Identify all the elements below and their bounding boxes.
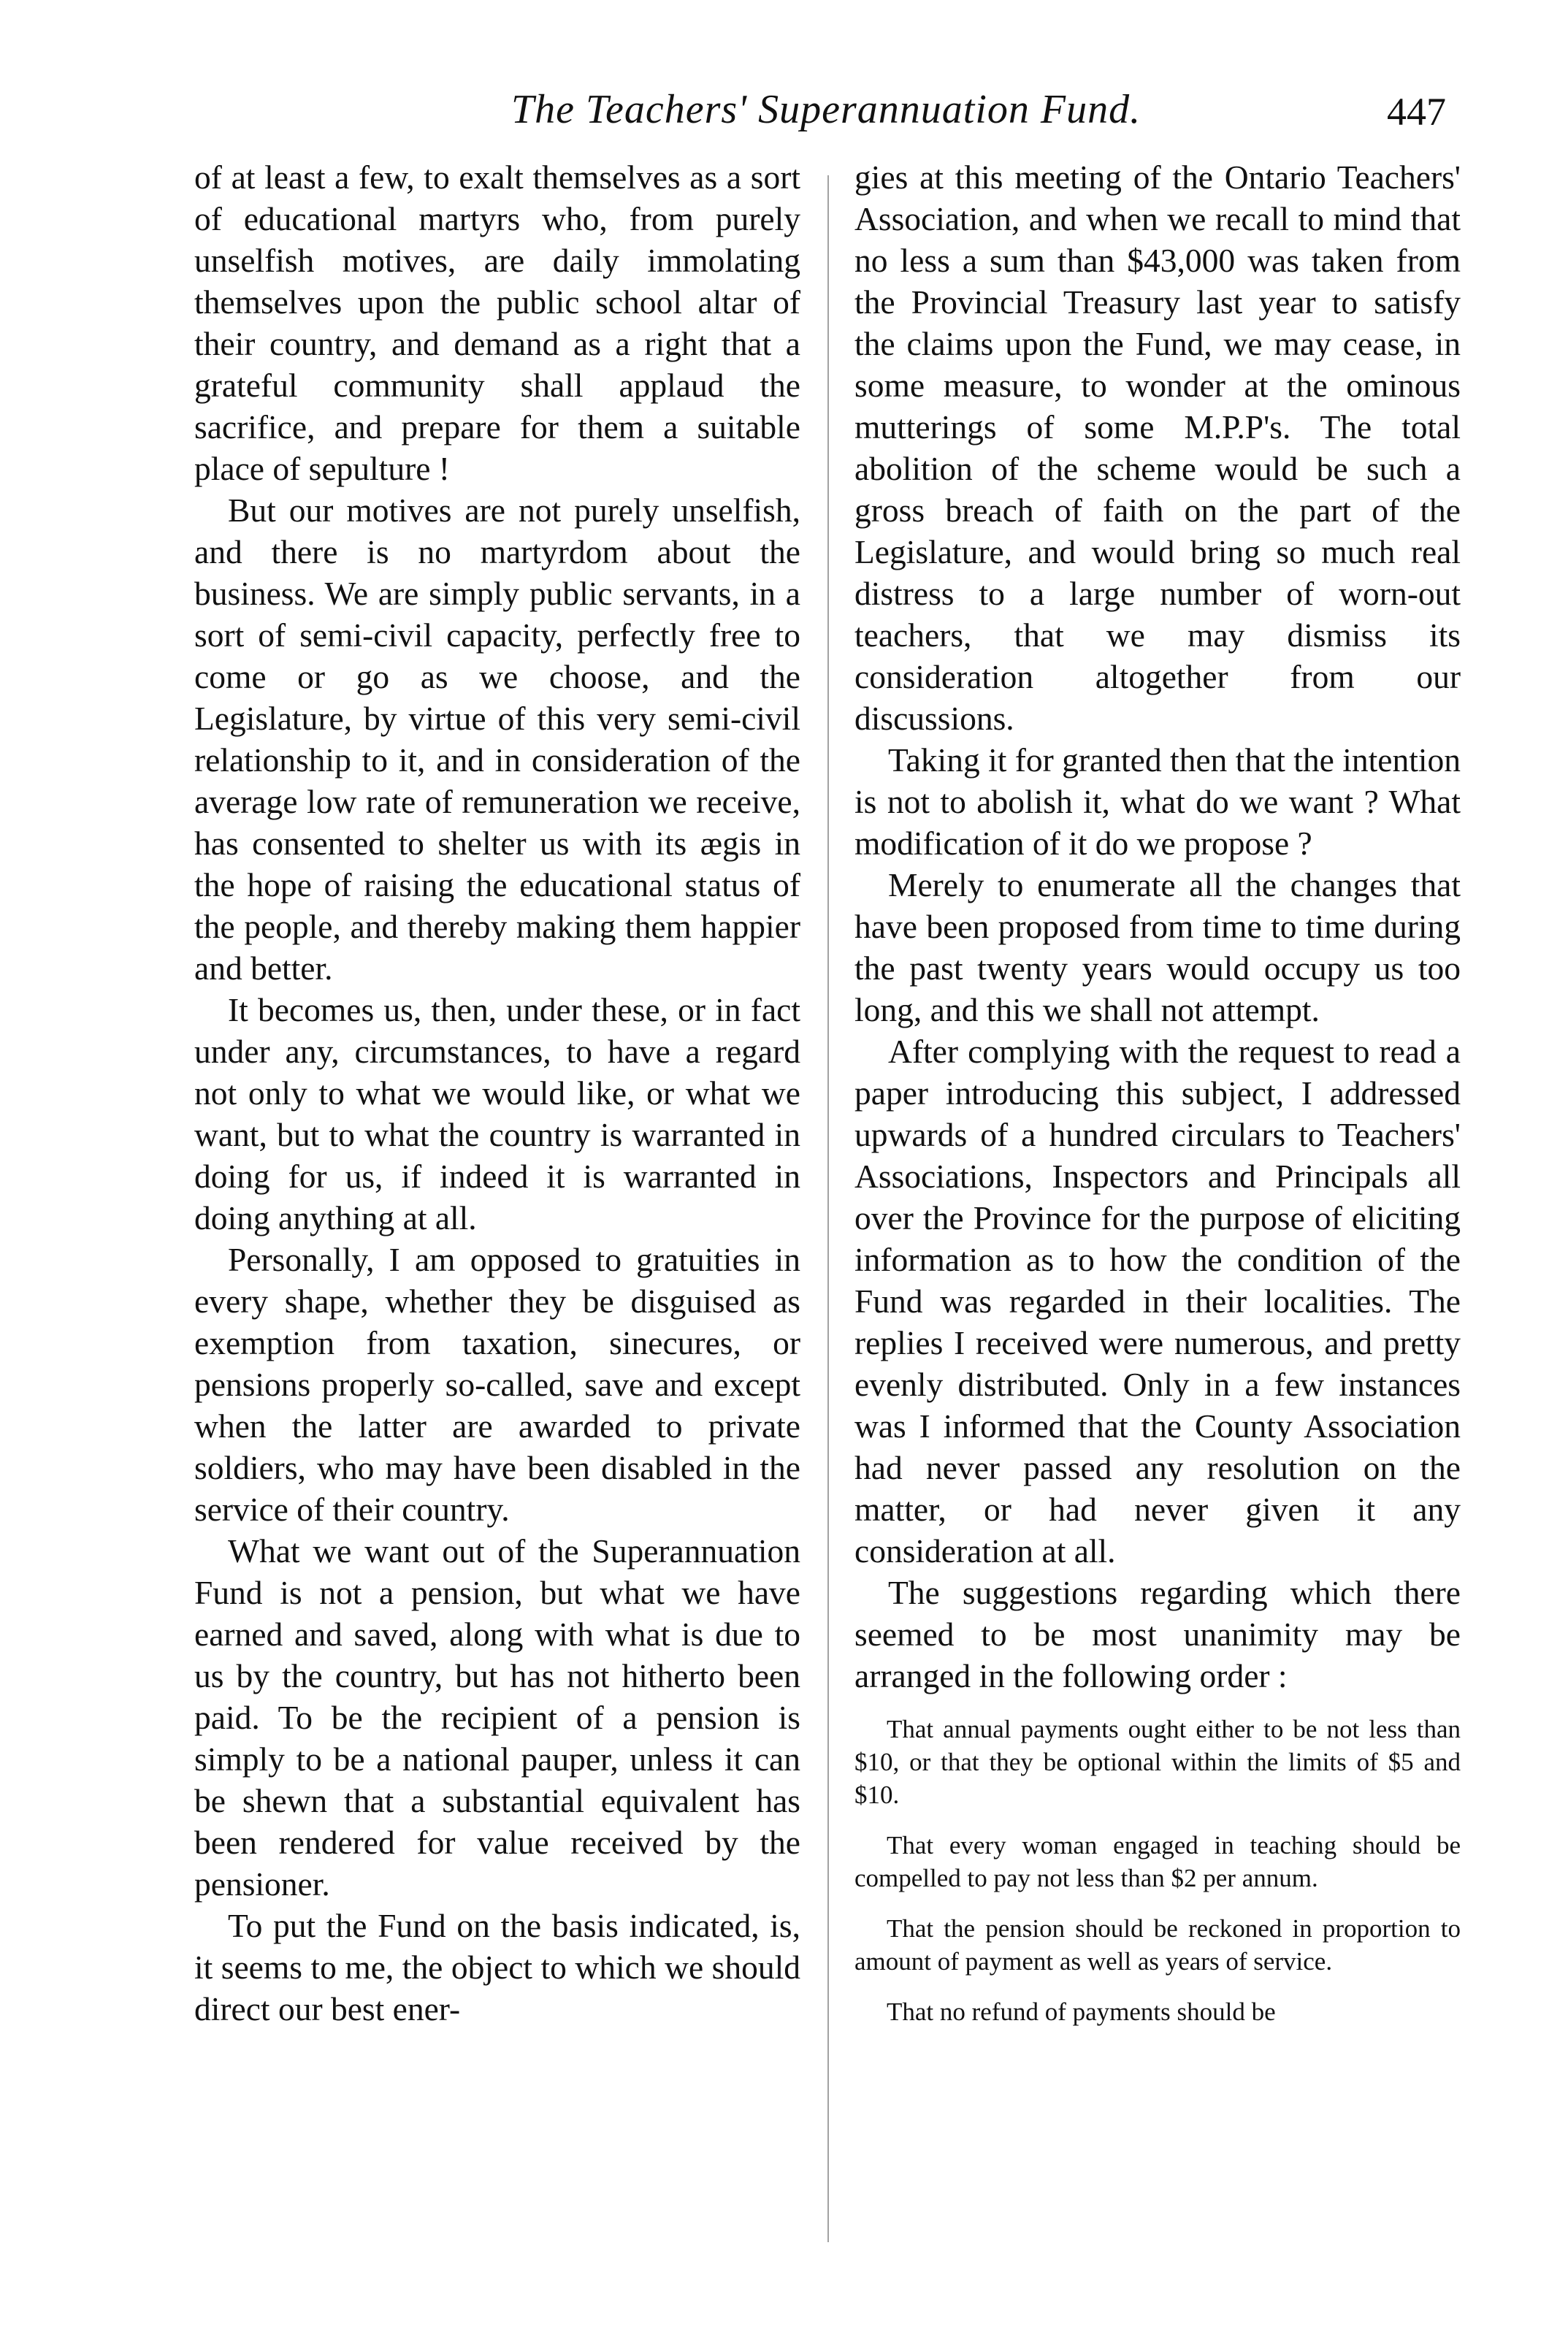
right-column — [854, 156, 1461, 2046]
paragraph: But our motives are not purely unselfish, and there is no martyrdom about the business. We are simply public servants, in a sort of semi-civil capacity, perfectly free to come or go as we choose, and the Legislature, by virtue of this very semi-civil relationship to it, and in consideration of the average low rate of remuneration we receive, has consented to shelter us with its ægis in the hope of raising the educational status of the people, and thereby making them happier and better. — [194, 492, 800, 987]
paragraph: It becomes us, then, under these, or in fact under any, circumstances, to have a regard not only to what we would like, or what we want, but to what the country is warranted in doing for us, if indeed it is warranted in doing anything at all. — [194, 991, 800, 1236]
suggestion-item: That the pension should be reckoned in proportion to amount of payment as well as years of service. — [854, 1914, 1461, 1976]
page-number: 447 — [1387, 90, 1446, 134]
suggestion-item: That no refund of payments should be — [887, 1998, 1276, 2026]
suggestion-item: That annual payments ought either to be not less than $10, or that they be optional within the limits of $5 and $10. — [854, 1715, 1461, 1809]
paragraph: What we want out of the Superannuation Fund is not a pension, but what we have earned and saved, along with what is due to us by the country, but has not hitherto been paid. To be the recipient of a pension is simply to be a national pauper, unless it can be shewn that a substantial equivalent has been rendered for value received by the pensioner. — [194, 1532, 800, 1903]
paragraph: To put the Fund on the basis indicated, is, it seems to me, the object to which we should direct our best ener- — [194, 1907, 800, 2027]
paragraph: gies at this meeting of the Ontario Teachers' Association, and when we recall to mind that no less a sum than $43,000 was taken from the Provincial Treasury last year to satisfy the claims upon the Fund, we may cease, in some measure, to wonder at the ominous mutterings of some M.P.P's. The total abolition of the scheme would be such a gross breach of faith on the part of the Legislature, and would bring so much real distress to a large number of worn-out teachers, that we may dismiss its consideration altogether from our discussions. — [854, 158, 1461, 737]
paragraph: After complying with the request to read a paper introducing this subject, I addressed upwards of a hundred circulars to Teachers' Associations, Inspectors and Principals all over the Province for the purpose of eliciting information as to how the condition of the Fund was regarded in their localities. The replies I received were numerous, and pretty evenly distributed. Only in a few instances was I informed that the County Association had never passed any resolution on the matter, or had never given it any consideration at all. — [854, 1033, 1461, 1570]
running-header — [409, 86, 1446, 145]
paragraph: of at least a few, to exalt themselves as a sort of educational martyrs who, from purely unselfish motives, are daily immolating themselves upon the public school altar of their country, and demand as a right that a grateful community shall applaud the sacrifice, and prepare for them a suitable place of sepulture ! — [194, 158, 800, 487]
paragraph: Merely to enumerate all the changes that have been proposed from time to time during the past twenty years would occupy us too long, and this we shall not attempt. — [854, 866, 1461, 1028]
column-divider — [827, 175, 829, 2242]
running-title: The Teachers' Superannuation Fund. — [511, 87, 1141, 132]
left-column — [194, 156, 800, 2030]
paragraph: Personally, I am opposed to gratuities in every shape, whether they be disguised as exemption from taxation, sinecures, or pensions properly so-called, save and except when the latter are awarded to private soldiers, who may have been disabled in the service of their country. — [194, 1241, 800, 1528]
suggestion-item: That every woman engaged in teaching should be compelled to pay not less than $2 per annum. — [854, 1831, 1461, 1892]
paragraph: The suggestions regarding which there seemed to be most unanimity may be arranged in the following order : — [854, 1574, 1461, 1694]
suggestions-list — [854, 1713, 1461, 2028]
paragraph: Taking it for granted then that the intention is not to abolish it, what do we want ? What modification of it do we propose ? — [854, 741, 1461, 862]
